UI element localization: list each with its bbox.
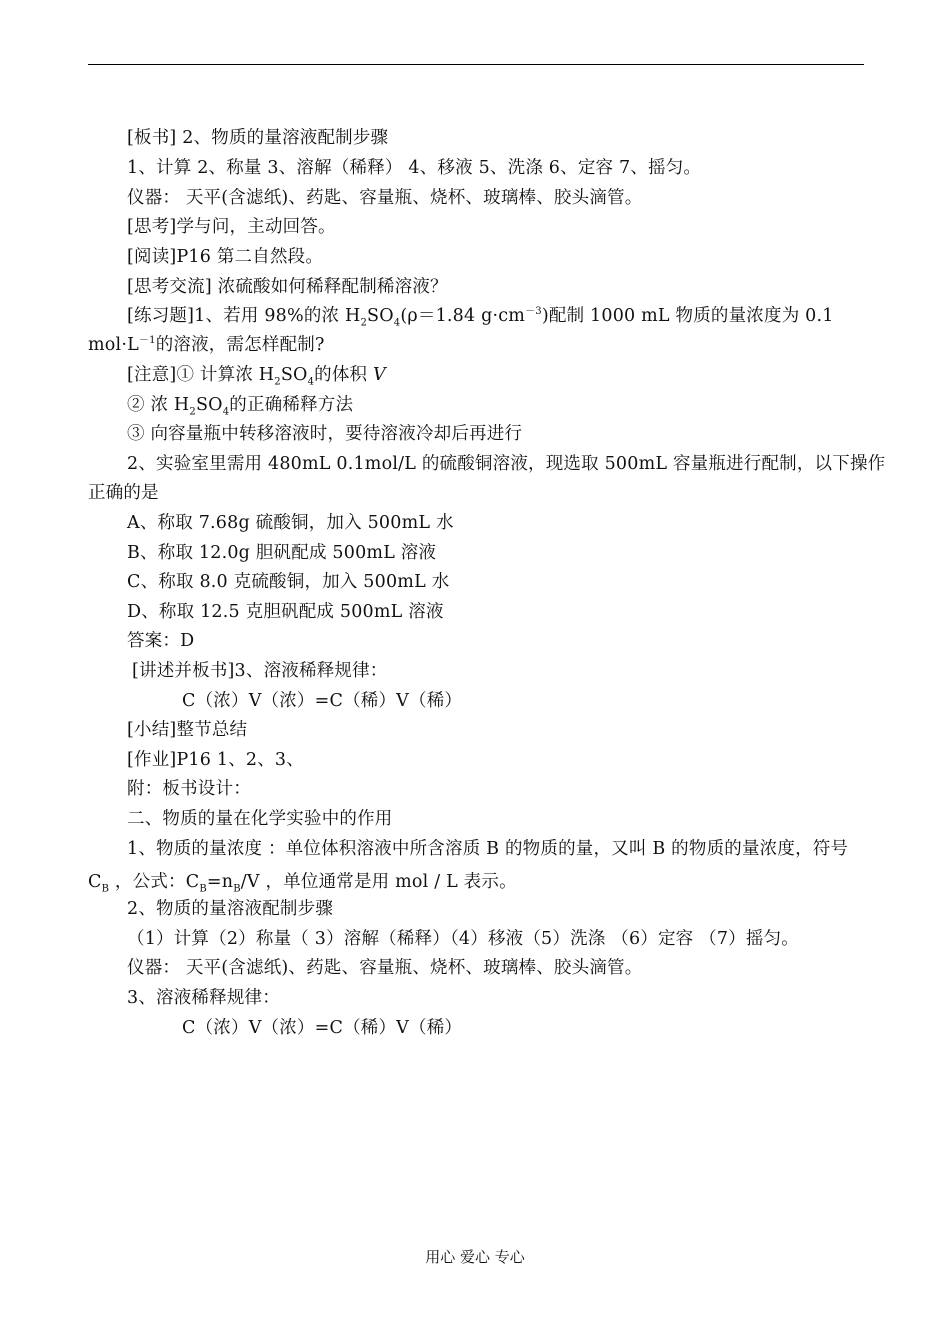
section-two-title: 二、物质的量在化学实验中的作用 <box>127 809 393 829</box>
dilution-heading: [讲述并板书]3、溶液稀释规律： <box>132 661 388 681</box>
instruments-line-2: 仪器： 天平(含滤纸)、药匙、容量瓶、烧杯、玻璃棒、胶头滴管。 <box>127 958 643 978</box>
steps-detail: （1）计算（2）称量（ 3）溶解（稀释）（4）移液（5）洗涤 （6）定容 （7）摇匀。 <box>127 929 799 949</box>
option-b: B、称取 12.0g 胆矾配成 500mL 溶液 <box>127 543 437 563</box>
option-d: D、称取 12.5 克胆矾配成 500mL 溶液 <box>127 602 444 622</box>
dilution-formula-2: C（浓）V（浓）=C（稀）V（稀） <box>182 1018 463 1038</box>
instruments-line: 仪器： 天平(含滤纸)、药匙、容量瓶、烧杯、玻璃棒、胶头滴管。 <box>127 188 643 208</box>
option-c: C、称取 8.0 克硫酸铜，加入 500mL 水 <box>127 572 450 592</box>
concentration-definition: 1、物质的量浓度 ：单位体积溶液中所含溶质 B 的物质的量，又叫 B 的物质的量浓度，符号 <box>127 839 849 859</box>
note-2: ② 浓 $H_2SO_4$的正确稀释方法 <box>127 395 354 418</box>
exercise-1-line: [练习题]1、若用 98%的浓 $H_2SO_4(\rho=1.84$ $g\cdot cm^{-3}$)配制 1000 mL 物质的量浓度为 0.1 <box>127 306 834 329</box>
board-design-label: 附：板书设计： <box>127 779 251 799</box>
option-a: A、称取 7.68g 硫酸铜，加入 500mL 水 <box>127 513 454 533</box>
exercise-2-line: 2、实验室里需用 480mL 0.1mol/L 的硫酸铜溶液，现选取 500mL 容量瓶进行配制，以下操作 <box>127 454 886 474</box>
exercise-2-continued: 正确的是 <box>88 483 159 503</box>
dilution-formula: C（浓）V（浓）=C（稀）V（稀） <box>182 691 463 711</box>
dilution-heading-2: 3、溶液稀释规律： <box>127 988 280 1008</box>
concentration-formula: $C_B$ ，公式：$C_B=n_B/V$ ，单位通常是用 mol / L 表示。 <box>88 872 517 895</box>
steps-list: 1、计算 2、称量 3、溶解（稀释） 4、移液 5、洗涤 6、定容 7、摇匀。 <box>127 158 702 178</box>
board-heading-steps: [板书] 2、物质的量溶液配制步骤 <box>127 128 389 148</box>
answer-line: 答案：D <box>127 631 195 651</box>
note-3: ③ 向容量瓶中转移溶液时，要待溶液冷却后再进行 <box>127 424 523 444</box>
header-rule <box>88 64 864 65</box>
note-1: [注意]① 计算浓 $H_2SO_4$的体积 V <box>127 365 386 388</box>
page-footer: 用心 爱心 专心 <box>425 1248 525 1266</box>
exercise-1-continued: $mol\cdot L^{-1}$的溶液，需怎样配制? <box>88 335 325 355</box>
think-line: [思考]学与问，主动回答。 <box>127 217 336 237</box>
reading-line: [阅读]P16 第二自然段。 <box>127 247 324 267</box>
steps-heading: 2、物质的量溶液配制步骤 <box>127 899 334 919</box>
summary-line: [小结]整节总结 <box>127 720 248 740</box>
discussion-line: [思考交流] 浓硫酸如何稀释配制稀溶液？ <box>127 277 448 297</box>
homework-line: [作业]P16 1、2、3、 <box>127 750 304 770</box>
